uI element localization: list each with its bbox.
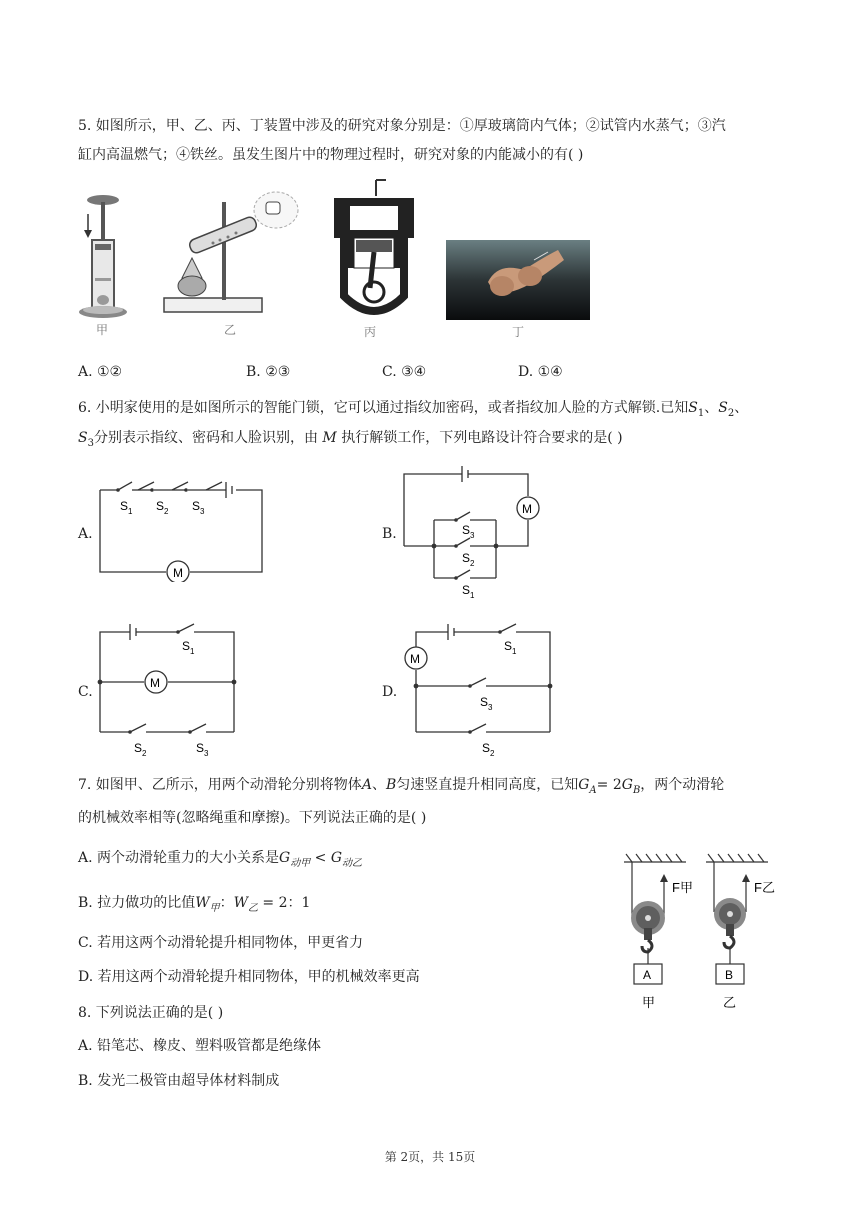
q6-stem-line2 xyxy=(78,428,623,454)
q5-stem-line2: 缸内高温燃气；④铁丝。虽发生图片中的物理过程时，研究对象的内能减小的有( ) xyxy=(78,147,584,163)
motor-label: M xyxy=(173,566,183,580)
q6-circuit-b[interactable] xyxy=(400,460,550,604)
motor-label: M xyxy=(150,676,160,690)
eq-text: = 2 xyxy=(596,777,622,793)
s3-sub: 3 xyxy=(470,531,475,540)
s2-sub: 2 xyxy=(164,507,169,516)
q7-stem-text2: 匀速竖直提升相同高度，已知 xyxy=(396,777,579,793)
q6-stem-text: 6. 小明家使用的是如图所示的智能门锁，它可以通过指纹加密码，或者指纹加人脸的方式解锁.已知 xyxy=(78,400,689,416)
q5-figure-ding xyxy=(446,240,590,340)
lt-sign: < xyxy=(310,850,331,866)
q7-option-c[interactable]: C. 若用这两个动滑轮提升相同物体，甲更省力 xyxy=(78,935,364,951)
fig-label-yi: 乙 xyxy=(723,995,737,1010)
s3-sub: 3 xyxy=(488,703,493,712)
q5-option-b[interactable]: B. ②③ xyxy=(246,364,291,380)
sub-dong-jia: 动甲 xyxy=(290,857,311,869)
s-symbol: S xyxy=(688,400,698,416)
q6-option-b-label[interactable]: B. xyxy=(382,526,397,542)
w-symbol: W xyxy=(233,895,248,911)
obj-a: A xyxy=(361,777,372,793)
g-symbol: G xyxy=(578,777,590,793)
force-yi-label: F乙 xyxy=(754,880,775,895)
page-footer: 第 2页，共 15页 xyxy=(384,1150,476,1164)
sub-dong-yi: 动乙 xyxy=(342,857,363,869)
g-symbol: G xyxy=(279,850,291,866)
sub-w-yi: 乙 xyxy=(247,902,258,914)
block-a-label: A xyxy=(643,968,652,982)
s1-label: S xyxy=(120,499,129,513)
m-symbol: M xyxy=(322,430,337,446)
s2-label: S xyxy=(156,499,165,513)
s1-sub: 1 xyxy=(190,647,195,656)
q6-option-d-label[interactable]: D. xyxy=(382,684,398,700)
q5-fig-label-ding: 丁 xyxy=(512,325,525,339)
fig-label-jia: 甲 xyxy=(642,995,656,1010)
motor-label: M xyxy=(522,502,532,516)
q6-option-a-label[interactable]: A. xyxy=(78,526,93,542)
q5-figure-yi xyxy=(158,188,308,340)
q8-option-b[interactable]: B. 发光二极管由超导体材料制成 xyxy=(78,1073,280,1089)
s2-sub: 2 xyxy=(142,749,147,758)
s2-label: S xyxy=(134,741,143,755)
q6-circuit-d[interactable] xyxy=(400,618,560,762)
s1-label: S xyxy=(462,583,471,597)
s1-sub: 1 xyxy=(128,507,133,516)
g-sub-a: A xyxy=(589,784,597,796)
q6-circuit-c[interactable] xyxy=(96,618,246,762)
s1-sub: 1 xyxy=(470,591,475,600)
q5-stem-line1: 5. 如图所示，甲、乙、丙、丁装置中涉及的研究对象分别是：①厚玻璃筒内气体；②试管内水蒸气；③汽 xyxy=(78,118,726,134)
q5-option-a[interactable]: A. ①② xyxy=(78,364,123,380)
s2-label: S xyxy=(482,741,491,755)
g-symbol: G xyxy=(330,850,343,866)
q6-circuit-a[interactable] xyxy=(96,476,268,582)
s2-sub: 2 xyxy=(490,749,495,758)
block-b-label: B xyxy=(725,968,734,982)
q6-stem-text2: 分别表示指纹、密码和人脸识别，由 xyxy=(93,430,318,446)
q6-option-c-label[interactable]: C. xyxy=(78,684,93,700)
s3-sub: 3 xyxy=(200,507,205,516)
q8-option-a[interactable]: A. 铅笔芯、橡皮、塑料吸管都是绝缘体 xyxy=(78,1038,322,1054)
s3-label: S xyxy=(192,499,201,513)
q7-stem-text3: ，两个动滑轮 xyxy=(640,777,725,793)
s1-label: S xyxy=(182,639,191,653)
s2-sub: 2 xyxy=(470,559,475,568)
s-symbol: S xyxy=(78,430,88,446)
q5-figure-jia xyxy=(78,188,138,340)
w-symbol: W xyxy=(195,895,210,911)
q7-opt-b-end: = 2：1 xyxy=(257,895,311,911)
q7-option-d[interactable]: D. 若用这两个动滑轮提升相同物体，甲的机械效率更高 xyxy=(78,969,420,985)
s3-label: S xyxy=(480,695,489,709)
colon: ： xyxy=(219,895,234,911)
sub-w-jia: 甲 xyxy=(209,902,220,914)
g-symbol: G xyxy=(621,777,633,793)
sub-3: 3 xyxy=(87,437,94,449)
s3-label: S xyxy=(196,741,205,755)
q5-fig-label-bing: 丙 xyxy=(364,325,377,339)
q7-option-b[interactable] xyxy=(78,893,310,919)
q5-option-d[interactable]: D. ①④ xyxy=(518,364,563,380)
s1-sub: 1 xyxy=(512,647,517,656)
obj-b: B xyxy=(385,777,397,793)
q7-pulley-figure xyxy=(616,852,800,1018)
q7-opt-a-text: A. 两个动滑轮重力的大小关系是 xyxy=(78,850,280,866)
s3-label: S xyxy=(462,523,471,537)
q5-figure-bing xyxy=(330,176,420,340)
q6-stem-text3: 执行解锁工作，下列电路设计符合要求的是( ) xyxy=(341,430,623,446)
s3-sub: 3 xyxy=(204,749,209,758)
q7-opt-b-text: B. 拉力做功的比值 xyxy=(78,895,196,911)
g-sub-b: B xyxy=(632,784,641,796)
q8-stem: 8. 下列说法正确的是( ) xyxy=(78,1005,224,1021)
q7-stem-line2: 的机械效率相等(忽略绳重和摩擦)。下列说法正确的是( ) xyxy=(78,810,427,826)
q5-option-c[interactable]: C. ③④ xyxy=(382,364,427,380)
q5-fig-label-jia: 甲 xyxy=(96,323,109,337)
q5-fig-label-yi: 乙 xyxy=(224,323,237,337)
q7-stem-text1: 7. 如图甲、乙所示，用两个动滑轮分别将物体 xyxy=(78,777,362,793)
sub-1: 1 xyxy=(697,407,705,419)
q7-option-a[interactable] xyxy=(78,848,362,874)
sub-2: 2 xyxy=(727,407,735,419)
q6-stem-line1: 6. 小明家使用的是如图所示的智能门锁，它可以通过指纹加密码，或者指纹加人脸的方式解锁.已知$S_1$、$S_2$、 xyxy=(78,400,749,419)
q7-stem-line1: 7. 如图甲、乙所示，用两个动滑轮分别将物体A、B匀速竖直提升相同高度，已知$G_A= 2G_B$，两个动滑轮 xyxy=(78,777,725,796)
s1-label: S xyxy=(504,639,513,653)
s-symbol: S xyxy=(718,400,728,416)
motor-label: M xyxy=(410,652,420,666)
s2-label: S xyxy=(462,551,471,565)
force-jia-label: F甲 xyxy=(672,880,693,895)
